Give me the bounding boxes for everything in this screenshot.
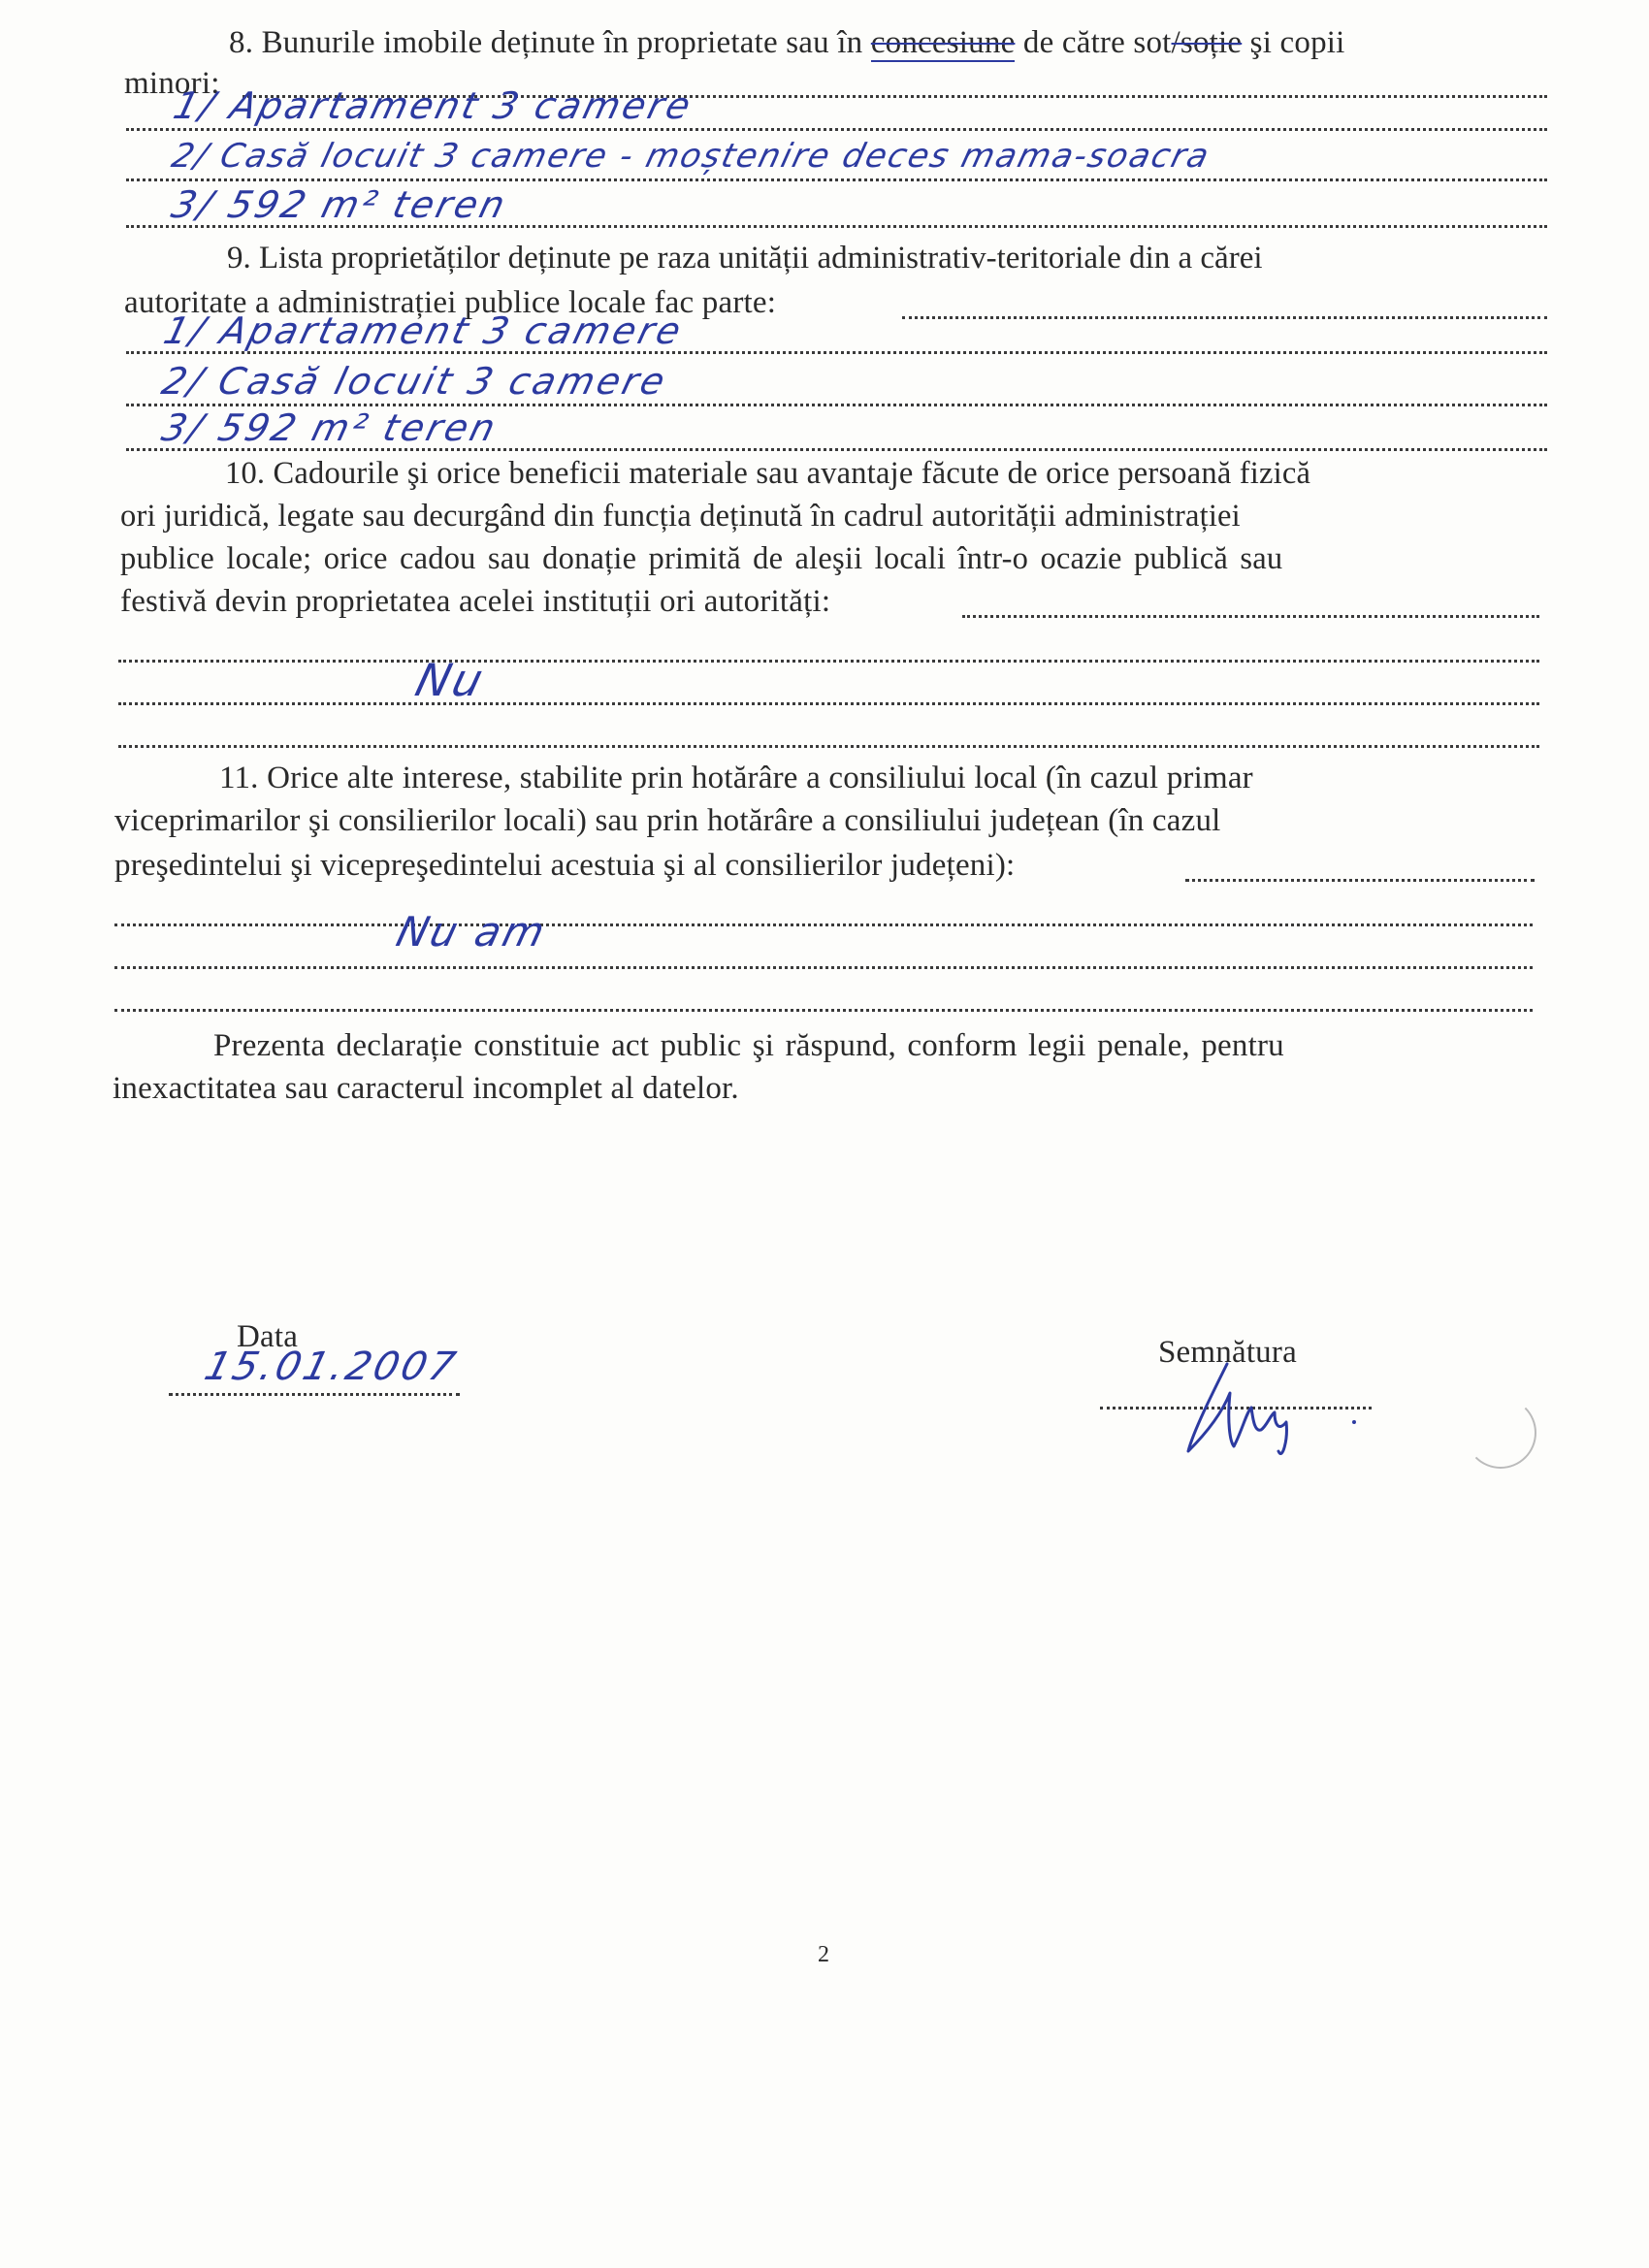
section8-entry-2: 2/ Casă locuit 3 camere - moștenire deces mama-soacra: [168, 137, 1214, 176]
section11-line2: viceprimarilor şi consilierilor locali) sau prin hotărâre a consiliului județean (în cazul: [114, 803, 1221, 838]
dotted-line: [118, 698, 1539, 705]
date-value: 15.01.2007: [200, 1345, 463, 1389]
dotted-line: [902, 312, 1547, 319]
section11-answer: Nu am: [392, 908, 553, 956]
signature-label: Semnătura: [1158, 1335, 1297, 1370]
section8-entry-3: 3/ 592 m² teren: [167, 183, 512, 226]
section8-entry-1: 1/ Apartament 3 camere: [169, 84, 698, 127]
dotted-line: [169, 1389, 460, 1396]
struck-word-sotie: /soție: [1171, 25, 1243, 60]
dotted-line: [126, 400, 1547, 406]
page-number: 2: [818, 1942, 829, 1967]
dotted-line: [126, 444, 1547, 451]
dotted-line: [114, 920, 1533, 926]
dotted-line: [126, 124, 1547, 131]
dotted-line: [118, 741, 1539, 748]
section10-line4: festivă devin proprietatea acelei instituții ori autorități:: [120, 584, 831, 619]
dotted-line: [126, 175, 1547, 181]
section9-entry-3: 3/ 592 m² teren: [157, 406, 502, 449]
section11-line3: preşedintelui şi vicepreşedintelui acestuia şi al consilierilor județeni):: [114, 848, 1016, 883]
section8-line1: 8. Bunurile imobile deținute în proprietate sau în concesiune de către sot/soție şi copii: [229, 25, 1345, 60]
section8-line2: minori:: [124, 66, 220, 101]
struck-word-concesiune: concesiune: [870, 25, 1016, 60]
paper-stain: [1465, 1397, 1536, 1469]
closing-line2: inexactitatea sau caracterul incomplet al datelor.: [113, 1071, 739, 1106]
section9-entry-1: 1/ Apartament 3 camere: [159, 309, 689, 352]
section11-line1: 11. Orice alte interese, stabilite prin hotărâre a consiliului local (în cazul primar: [219, 761, 1253, 795]
dotted-line: [126, 347, 1547, 354]
dotted-line: [114, 1005, 1533, 1012]
date-label: Data: [237, 1319, 299, 1354]
handwritten-signature: [1174, 1354, 1358, 1471]
dotted-line: [126, 221, 1547, 228]
dotted-line: [962, 611, 1539, 618]
dotted-line: [114, 962, 1533, 969]
dotted-line: [118, 656, 1539, 663]
section9-line2: autoritate a administrației publice locale fac parte:: [124, 285, 777, 320]
section9-entry-2: 2/ Casă locuit 3 camere: [157, 360, 672, 403]
section10-answer: Nu: [410, 654, 492, 706]
section10-line2: ori juridică, legate sau decurgând din funcția deținută în cadrul autorității administrației: [120, 499, 1241, 534]
section10-line1: 10. Cadourile şi orice beneficii materiale sau avantaje făcute de orice persoană fizică: [225, 456, 1311, 491]
closing-line1: Prezenta declarație constituie act public şi răspund, conform legii penale, pentru: [213, 1028, 1284, 1063]
section10-line3: publice locale; orice cadou sau donație primită de aleşii locali într-o ocazie publică sau: [120, 541, 1283, 576]
section9-line1: 9. Lista proprietăților deținute pe raza unității administrativ-teritoriale din a cărei: [227, 241, 1263, 275]
dotted-line: [1185, 875, 1535, 882]
